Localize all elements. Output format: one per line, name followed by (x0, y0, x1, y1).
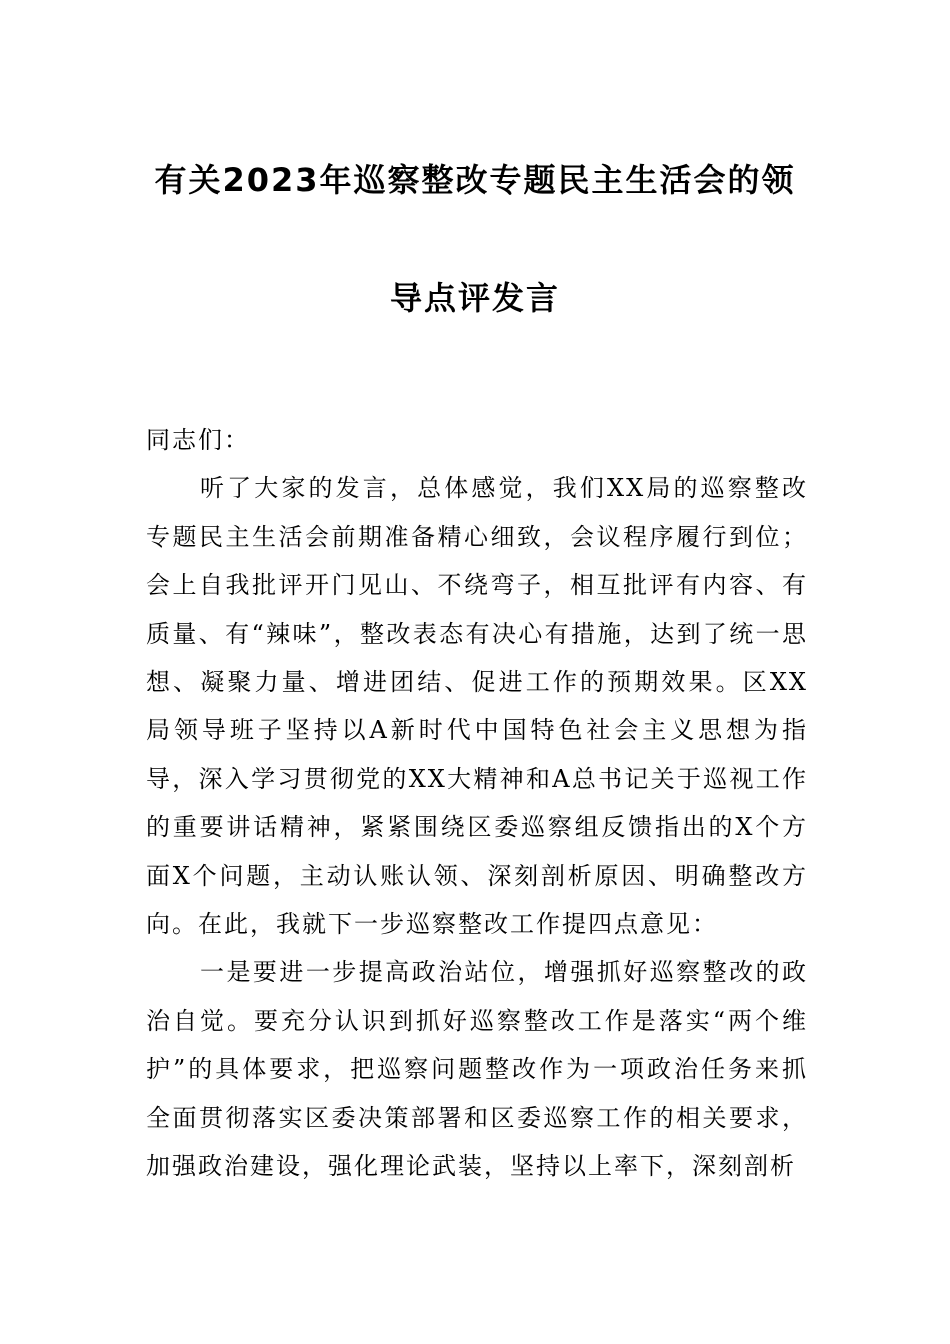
document-title-line-1: 有关2023年巡察整改专题民主生活会的领 (154, 161, 796, 199)
document-body (146, 416, 808, 1191)
paragraph-2: 一是要进一步提高政治站位，增强抓好巡察整改的政治自觉。要充分认识到抓好巡察整改工作是落实“两个维护”的具体要求，把巡察问题整改作为一项政治任务来抓全面贯彻落实区委决策部署和区委巡察工作的相关要求，加强政治建设，强化理论武装，坚持以上率下，深刻剖析 (146, 958, 808, 1181)
paragraph-1: 听了大家的发言，总体感觉，我们XX局的巡察整改专题民主生活会前期准备精心细致，会议程序履行到位；会上自我批评开门见山、不绕弯子，相互批评有内容、有质量、有“辣味”，整改表态有决心有措施，达到了统一思想、凝聚力量、增进团结、促进工作的预期效果。区XX局领导班子坚持以A新时代中国特色社会主义思想为指导，深入学习贯彻党的XX大精神和A总书记关于巡视工作的重要讲话精神，紧紧围绕区委巡察组反馈指出的X个方面X个问题，主动认账认领、深刻剖析原因、明确整改方向。在此，我就下一步巡察整改工作提四点意见： (146, 474, 808, 939)
document-title-line-2: 导点评发言 (389, 279, 560, 317)
salutation: 同志们： (146, 426, 250, 454)
